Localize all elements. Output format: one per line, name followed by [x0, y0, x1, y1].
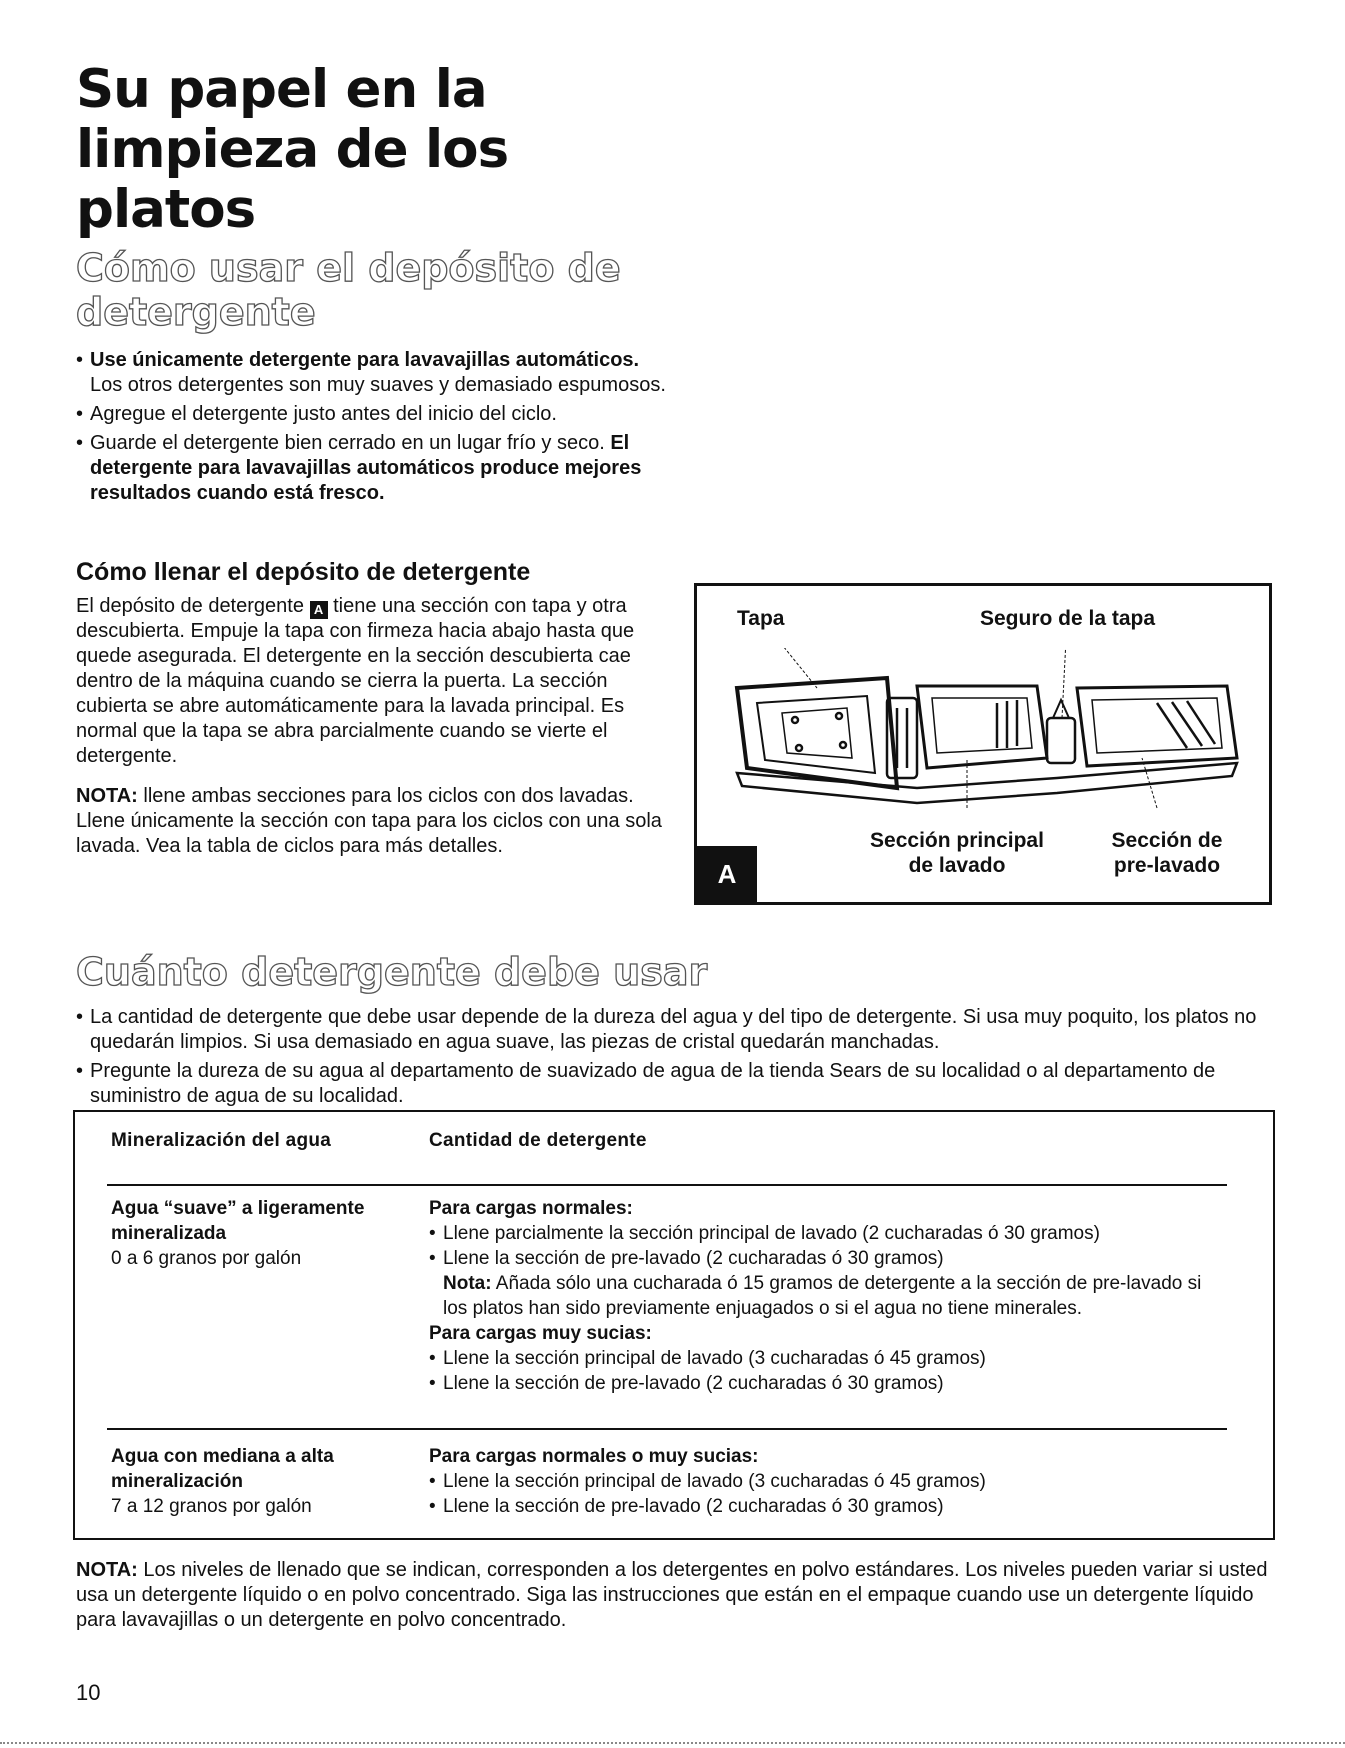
label-pre-wash: Sección de pre-lavado	[1111, 829, 1223, 877]
list-item: • Llene la sección de pre-lavado (2 cucharadas ó 30 gramos)	[429, 1246, 1229, 1271]
label-lid-latch: Seguro de la tapa	[980, 607, 1156, 630]
detergent-table	[73, 1110, 1275, 1540]
scan-edge-line	[0, 1742, 1345, 1744]
table-divider	[107, 1428, 1227, 1430]
fill-note: NOTA: llene ambas secciones para los ciclos con dos lavadas. Llene únicamente la sección con tapa para los ciclos con una sola lavada. Vea la tabla de ciclos para más detalles.	[76, 785, 662, 857]
detergent-dispenser-figure	[694, 583, 1272, 905]
list-item: • Pregunte la dureza de su agua al departamento de suavizado de agua de la tienda Sears de su localidad o al departamento de suministro de agua de su localidad.	[76, 1059, 1276, 1109]
page-number: 10	[76, 1680, 101, 1705]
list-item: • Agregue el detergente justo antes del inicio del ciclo.	[76, 402, 676, 427]
list-item: • La cantidad de detergente que debe usar depende de la dureza del agua y del tipo de detergente. Si usa muy poquito, los platos no quedarán limpios. Si usa demasiado en agua suave, las piezas de cristal quedarán manchadas.	[76, 1005, 1276, 1055]
list-item: • Llene la sección principal de lavado (3 cucharadas ó 45 gramos)	[429, 1346, 1229, 1371]
label-main-wash: Sección principal de lavado	[870, 829, 1044, 877]
fill-paragraph: El depósito de detergente A tiene una sección con tapa y otra descubierta. Empuje la tapa con firmeza hacia abajo hasta que quede asegurada. El detergente en la sección descubierta cae dentro de la máquina cuando se cierra la puerta. La sección cubierta se abre automáticamente para la lavada principal. Es normal que la tapa se abra parcialmente cuando se vierte el detergente.	[76, 595, 635, 767]
list-item: • Llene la sección de pre-lavado (2 cucharadas ó 30 gramos)	[429, 1494, 1229, 1519]
footnote: NOTA: Los niveles de llenado que se indican, corresponden a los detergentes en polvo estándares. Los niveles pueden variar si usted usa un detergente líquido o en polvo concentrado. Siga las instrucciones que están en el empaque cuando use un detergente líquido para lavavajillas o un detergente en polvo concentrado.	[76, 1559, 1268, 1631]
table-divider	[107, 1184, 1227, 1186]
section-heading-amount: Cuánto detergente debe usar	[76, 950, 708, 994]
section-heading-deposit: Cómo usar el depósito de detergente	[76, 246, 621, 334]
deposit-bullet-list	[76, 348, 676, 510]
page-title: Su papel en la limpieza de los platos	[76, 59, 509, 240]
col-header-water: Mineralización del agua	[111, 1130, 332, 1151]
table-row: Agua con mediana a alta mineralización 7 a 12 granos por galón	[111, 1446, 334, 1517]
table-row: Para cargas normales o muy sucias: • Llene la sección principal de lavado (3 cucharadas ó 45 gramos) • Llene la sección de pre-lavado (2 cucharadas ó 30 gramos)	[429, 1444, 1229, 1519]
list-item: • Llene la sección principal de lavado (3 cucharadas ó 45 gramos)	[429, 1469, 1229, 1494]
list-item: • Llene la sección de pre-lavado (2 cucharadas ó 30 gramos)	[429, 1371, 1229, 1396]
col-header-amount: Cantidad de detergente	[429, 1130, 647, 1151]
list-item: • Use únicamente detergente para lavavajillas automáticos. Los otros detergentes son muy suaves y demasiado espumosos.	[76, 348, 676, 398]
table-row: Para cargas normales: • Llene parcialmente la sección principal de lavado (2 cucharadas ó 30 gramos) • Llene la sección de pre-lavado (2 cucharadas ó 30 gramos) Nota: Añada sólo una cucharada ó 15 gramos de detergente a la sección de pre-lavado si los platos han sido previamente enjuagados o si el agua no tiene minerales. Para cargas muy sucias: • Llene la sección principal de lavado (3 cucharadas ó 45 gramos) • Llene la sección de pre-lavado (2 cucharadas ó 30 gramos)	[429, 1196, 1229, 1396]
fill-deposit-heading: Cómo llenar el depósito de detergente	[76, 558, 531, 586]
list-item: • Guarde el detergente bien cerrado en un lugar frío y seco. El detergente para lavavajillas automáticos produce mejores resultados cuando está fresco.	[76, 431, 676, 506]
figure-badge: A	[697, 846, 757, 902]
table-row: Agua “suave” a ligeramente mineralizada 0 a 6 granos por galón	[111, 1198, 365, 1269]
amount-bullet-list	[76, 1005, 1276, 1113]
dispenser-illustration	[717, 648, 1257, 828]
table-note: Nota: Añada sólo una cucharada ó 15 gramos de detergente a la sección de pre-lavado si los platos han sido previamente enjuagados o si el agua no tiene minerales.	[443, 1273, 1202, 1319]
figure-ref-badge: A	[310, 601, 328, 619]
label-lid: Tapa	[737, 607, 785, 630]
list-item: • Llene parcialmente la sección principal de lavado (2 cucharadas ó 30 gramos)	[429, 1221, 1229, 1246]
